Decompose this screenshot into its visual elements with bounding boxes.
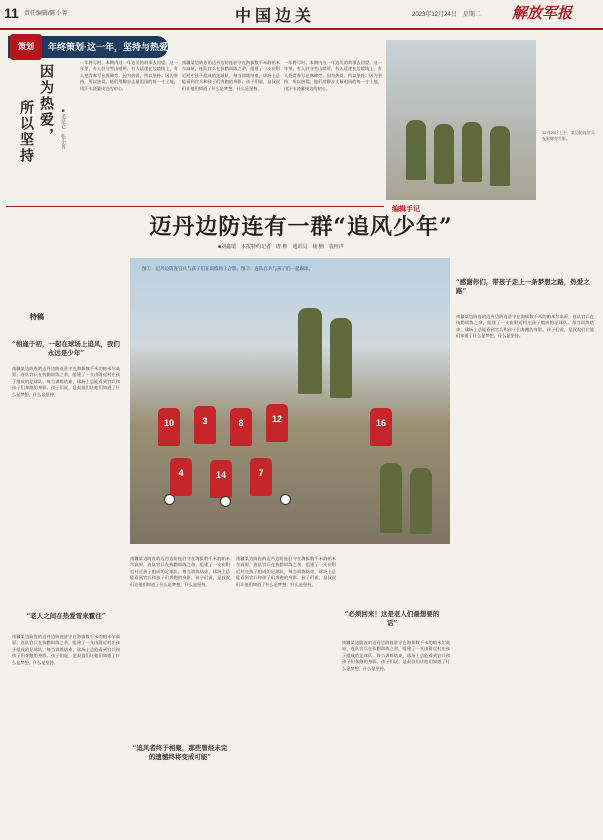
photo-overlay-caption: 图①：迈丹边防连官兵与孩子们在训练场上合影。图②：连队官兵与孩子们一起踢球。	[142, 266, 313, 271]
banner-kicker: 策划	[10, 34, 42, 60]
body-column-4: 南疆某边防连的迈丹边防连驻守在海拔数千米的帕米尔高原，连队官兵在执勤训练之余，组建了一支由附近村庄孩子组成的足球队。每当训练结束，球场上总能看到官兵和孩子们奔跑的身影。孩子们说，是叔叔们让他们知道了什么是梦想，什么是坚持。	[342, 640, 450, 671]
feature-tag: 特稿	[30, 314, 44, 321]
essay-title-line1: 因为热爱，	[38, 64, 54, 144]
byline: ■刘鑫瑞 本报特约记者 唐 帅 通讯员 杨 楠 袁梓声	[218, 244, 344, 250]
football	[280, 494, 291, 505]
section-quote-2: “老人之间在热爱雪来霍往”	[26, 612, 106, 620]
page-number: 11	[4, 5, 19, 21]
editor-note-label: 编辑手记	[392, 206, 420, 213]
pull-quote: “必须回来！这是老人们最想要的话”	[344, 610, 440, 627]
issue-date: 2023年12月24日 星期二	[412, 12, 481, 18]
player-jersey: 3	[194, 406, 216, 444]
player-jersey: 10	[158, 408, 180, 446]
football	[164, 494, 175, 505]
headline: 迈丹边防连有一群“追风少年”	[149, 214, 453, 240]
body-column-right: 南疆某边防连的迈丹边防连驻守在海拔数千米的帕米尔高原，连队官兵在执勤训练之余，组建了一支由附近村庄孩子组成的足球队。每当训练结束，球场上总能看到官兵和孩子们奔跑的身影。孩子们说，是叔叔们让他们知道了什么是梦想，什么是坚持。	[456, 314, 594, 339]
soldier-figure	[406, 120, 426, 180]
section-title: 中国边关	[235, 6, 316, 25]
soldier-figure	[490, 126, 510, 186]
player-jersey: 8	[230, 408, 252, 446]
essay-column-3: 一年将尽时，本期内这一年边关的故事去回望。这一年里，有人驻守雪山哨所，有人巡逻在边境线上，有人把青春写在界碑旁。因为热爱，所以坚持；因为坚持，所以热爱。他们用脚步丈量祖国的每一寸土地，用汗水浇灌戍边的初心。	[284, 60, 382, 91]
body-column-left-2: 南疆某边防连的迈丹边防连驻守在海拔数千米的帕米尔高原，连队官兵在执勤训练之余，组建了一支由附近村庄孩子组成的足球队。每当训练结束，球场上总能看到官兵和孩子们奔跑的身影。孩子们说，是叔叔们让他们知道了什么是梦想，什么是坚持。	[12, 634, 120, 665]
side-photo	[386, 40, 536, 200]
body-column-left: 南疆某边防连的迈丹边防连驻守在海拔数千米的帕米尔高原，连队官兵在执勤训练之余，组建了一支由附近村庄孩子组成的足球队。每当训练结束，球场上总能看到官兵和孩子们奔跑的身影。孩子们说，是叔叔们让他们知道了什么是梦想，什么是坚持。	[12, 366, 120, 397]
body-column-2: 南疆某边防连的迈丹边防连驻守在海拔数千米的帕米尔高原，连队官兵在执勤训练之余，组建了一支由附近村庄孩子组成的足球队。每当训练结束，球场上总能看到官兵和孩子们奔跑的身影。孩子们说，是叔叔们让他们知道了什么是梦想，什么是坚持。	[130, 556, 230, 587]
soldier-figure	[462, 122, 482, 182]
section-quote-5: “感谢你们，带孩子走上一条梦想之路，热爱之路”	[456, 278, 590, 295]
masthead-logo: 解放军报	[512, 4, 573, 22]
side-photo-caption: 12月20日上午，某边防连官兵在界碑旁合影。	[542, 130, 595, 141]
player-jersey: 7	[250, 458, 272, 496]
divider	[6, 206, 384, 207]
essay-title-line2: 所以坚持	[18, 100, 34, 164]
section-quote-1: “相逢于初，一起在球场上追风，我们永远是少年”	[12, 340, 120, 357]
banner-text: 年终策划·这一年，坚持与热爱	[48, 42, 168, 52]
player-jersey: 12	[266, 404, 288, 442]
football	[220, 496, 231, 507]
soldier-figure	[380, 463, 402, 533]
essay-column-1: 一年将尽时，本期内这一年边关的故事去回望。这一年里，有人驻守雪山哨所，有人巡逻在边境线上，有人把青春写在界碑旁。因为热爱，所以坚持；因为坚持，所以热爱。他们用脚步丈量祖国的每一寸土地，用汗水浇灌戍边的初心。	[80, 60, 178, 91]
soldier-figure	[434, 124, 454, 184]
body-column-3: 南疆某边防连的迈丹边防连驻守在海拔数千米的帕米尔高原，连队官兵在执勤训练之余，组建了一支由附近村庄孩子组成的足球队。每当训练结束，球场上总能看到官兵和孩子们奔跑的身影。孩子们说，是叔叔们让他们知道了什么是梦想，什么是坚持。	[236, 556, 336, 587]
essay-column-2: 南疆某边防连的迈丹边防连驻守在海拔数千米的帕米尔高原，连队官兵在执勤训练之余，组建了一支由附近村庄孩子组成的足球队。每当训练结束，球场上总能看到官兵和孩子们奔跑的身影。孩子们说，是叔叔们让他们知道了什么是梦想，什么是坚持。	[182, 60, 280, 91]
soldier-figure	[330, 318, 352, 398]
player-jersey: 4	[170, 458, 192, 496]
soldier-figure	[410, 468, 432, 534]
player-jersey: 16	[370, 408, 392, 446]
soldier-figure	[298, 308, 322, 394]
main-photo	[130, 258, 450, 544]
editor-credit: 责任编辑/陈小菁	[24, 11, 68, 17]
essay-author: ■毛昆仑 张小菁	[60, 108, 66, 149]
section-quote-3: “追风者终于相聚，那些曾经未完的遗憾终将变成可能”	[132, 744, 228, 761]
player-jersey: 14	[210, 460, 232, 498]
